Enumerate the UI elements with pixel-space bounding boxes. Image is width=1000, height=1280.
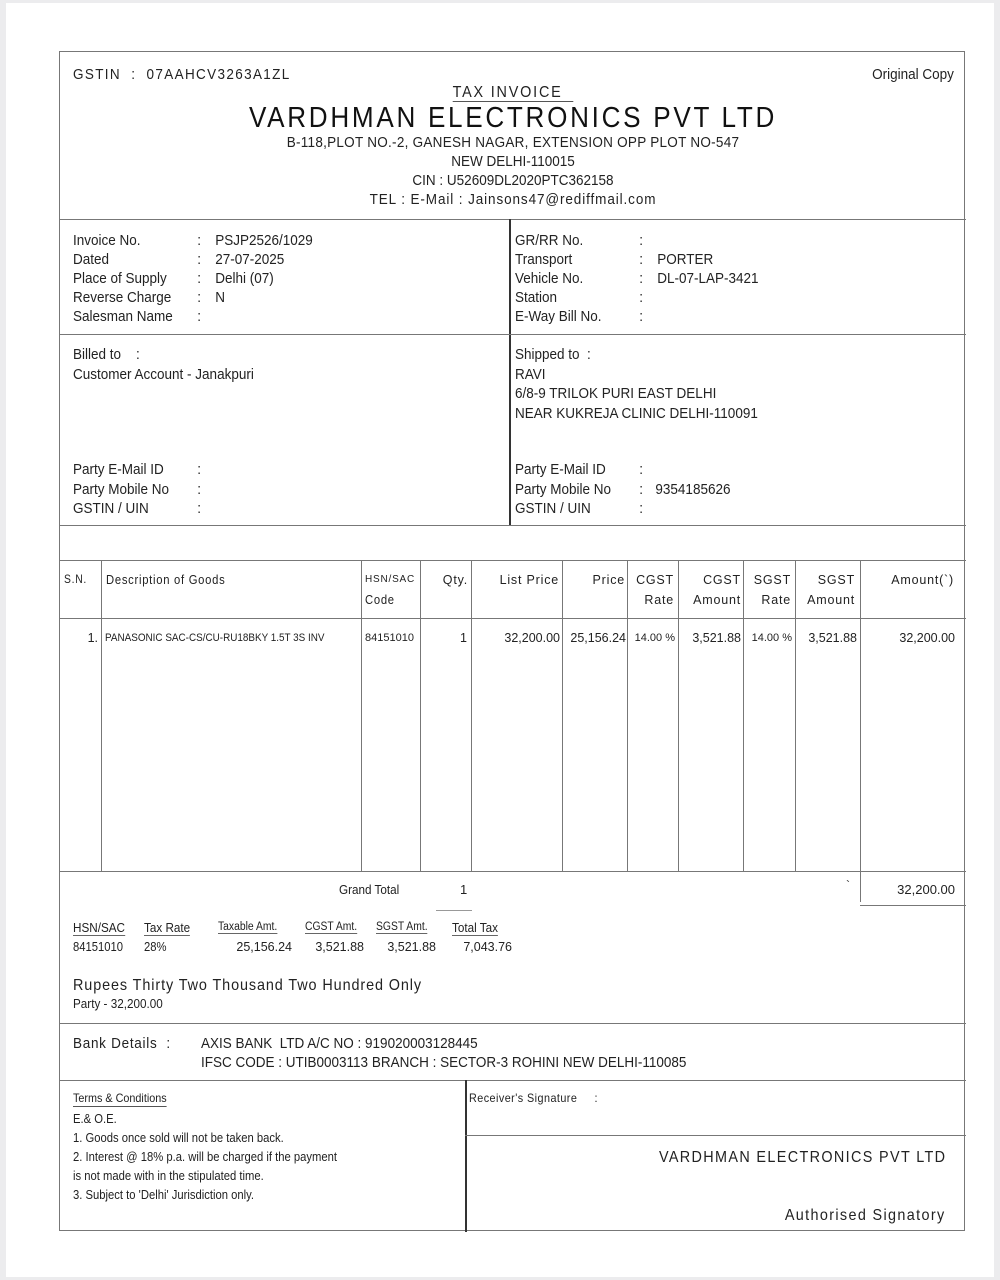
shipped-to-address1: 6/8-9 TRILOK PURI EAST DELHI — [515, 385, 717, 402]
col-description: Description of Goods — [106, 573, 226, 587]
eway-bill-row: E-Way Bill No. : — [515, 308, 643, 325]
shipped-to-mobile: 9354185626 — [655, 480, 731, 498]
divider — [60, 219, 966, 220]
invoice-number: PSJP2526/1029 — [215, 232, 313, 249]
shipped-to-contact: Party E-Mail ID : Party Mobile No : 9354185626 GSTIN / UIN : — [515, 461, 731, 517]
transport-details — [515, 231, 759, 326]
item-cgst-amount: 3,521.88 — [692, 631, 741, 645]
invoice-date: 27-07-2025 — [215, 251, 285, 268]
shipped-to-section — [515, 345, 758, 423]
billed-to-section — [73, 345, 254, 384]
billed-to-contact: Party E-Mail ID : Party Mobile No : GSTIN / UIN : — [73, 461, 201, 517]
grand-total-amount: 32,200.00 — [897, 882, 955, 897]
item-list-price: 32,200.00 — [504, 631, 560, 645]
currency-mark: ` — [846, 878, 850, 892]
total-qty: 1 — [460, 882, 468, 897]
reverse-charge-row: Reverse Charge : N — [73, 289, 225, 306]
col-list-price: List Price — [499, 573, 559, 587]
col-sgst-amount: SGST — [817, 573, 855, 587]
shipped-to-address2: NEAR KUKREJA CLINIC DELHI-110091 — [515, 404, 758, 422]
item-hsn: 84151010 — [365, 632, 414, 644]
company-address-line2: NEW DELHI-110015 — [451, 153, 575, 170]
gr-rr-row: GR/RR No. : — [515, 232, 643, 249]
billed-to-name: Customer Account - Janakpuri — [73, 365, 254, 383]
item-price: 25,156.24 — [570, 631, 626, 645]
salesman-row: Salesman Name : — [73, 308, 201, 325]
bank-account: AXIS BANK LTD A/C NO : 919020003128445 — [201, 1035, 478, 1052]
vehicle-number: DL-07-LAP-3421 — [657, 270, 759, 287]
vehicle-row: Vehicle No. : DL-07-LAP-3421 — [515, 270, 759, 287]
grand-total-label: Grand Total — [339, 882, 400, 897]
col-sn: S.N. — [64, 574, 88, 586]
company-name: VARDHMAN ELECTRONICS PVT LTD — [248, 102, 778, 134]
transport-row: Transport : PORTER — [515, 251, 714, 268]
divider — [509, 219, 511, 525]
item-qty: 1 — [460, 631, 467, 645]
invoice-date-row: Dated : 27-07-2025 — [73, 251, 285, 268]
company-address-line1: B-118,PLOT NO.-2, GANESH NAGAR, EXTENSION OPP PLOT NO-547 — [286, 134, 740, 151]
party-balance: Party - 32,200.00 — [73, 996, 163, 1011]
item-description: PANASONIC SAC-CS/CU-RU18BKY 1.5T 3S INV — [105, 632, 325, 644]
col-cgst-amount: CGST — [703, 573, 741, 587]
item-cgst-rate: 14.00 % — [634, 632, 675, 644]
station-row: Station : — [515, 289, 643, 306]
shipped-to-heading: Shipped to : — [515, 346, 591, 363]
col-amount: Amount(`) — [891, 573, 954, 587]
authorised-signatory: Authorised Signatory — [785, 1207, 946, 1224]
terms-conditions: Terms & Conditions E.& O.E. 1. Goods once sold will not be taken back. 2. Interest @ 18% p.a. will be charged if the payment is not made with in the stipulated time. 3. Subject to 'Delhi' Jurisdiction only. — [73, 1091, 338, 1202]
item-sgst-rate: 14.00 % — [751, 632, 792, 644]
billed-to-heading: Billed to : — [73, 346, 140, 363]
company-cin: CIN : U52609DL2020PTC362158 — [412, 172, 614, 189]
bank-details-label: Bank Details : — [73, 1035, 171, 1052]
invoice-details — [73, 231, 313, 326]
document-page — [6, 3, 994, 1277]
col-price: Price — [592, 573, 625, 587]
invoice-frame: GSTIN : 07AAHCV3263A1ZL Original Copy TAX INVOICE VARDHMAN ELECTRONICS PVT LTD B-118,PLOT NO.-2, GANESH NAGAR, EXTENSION OPP PLOT NO-547 NEW DELHI-110015 CIN : U52609DL2020PTC362158 TEL : E-Mail : Jainsons47@rediffmail.com Invoice No. : PSJP2526/1029 Dated : 27-07-2025 Place of Supply : Delhi (07) Reverse Charge : N Salesman Name : GR/RR No. : Transport : PORTER Vehicle No. : DL-07-LAP-3421 Station : E-Way Bill No. : Billed to : Customer Account - Janakpuri Party E-Mail ID : Party Mobile No : GSTIN / UIN : Shipped to : RAVI 6/8-9 TRILOK PURI EAST DELHI NEAR KUKREJA CLINIC DELHI-110091 Party E-Mail ID : Party Mobile No : 9354185626 GSTIN / UIN : S.N. Description of Goods HSN/SAC Code Qty. List Price Price CGST Rate CGST Amount SGST Rate SGST Amount Amount(`) 1. PANASONIC SAC-CS/CU-RU18BKY 1.5T 3S INV 84151010 1 32,200.00 25,156.24 14.00 % 3,521.88 14.00 % 3,521.88 32,200.00 Grand Total 1 ` 32,200.00 HSN/SAC Tax Rate Taxable Amt. CGST Amt. SGST Amt. Total Tax 84151010 28% 25,156.24 3,521.88 3,521.88 7,043.76 Rupees Thirty Two Thousand Two Hundred Only Party - 32,200.00 Bank Details : AXIS BANK LTD A/C NO : 919020003128445 IFSC CODE : UTIB0003113 BRANCH : SECTOR-3 ROHINI NEW DELHI-110085 Terms & Conditions E.& O.E. 1. Goods once sold will not be taken back. 2. Interest @ 18% p.a. will be charged if the payment is not made with in the stipulated time. 3. Subject to 'Delhi' Jurisdiction only. Receiver's Signature : VARDHMAN ELECTRONICS PVT LTD Authorised Signatory — [59, 51, 965, 1231]
receiver-signature-label: Receiver's Signature : — [469, 1091, 599, 1105]
amount-in-words: Rupees Thirty Two Thousand Two Hundred Only — [73, 977, 423, 994]
divider — [465, 1080, 467, 1232]
item-amount: 32,200.00 — [899, 631, 955, 645]
invoice-number-row: Invoice No. : PSJP2526/1029 — [73, 232, 313, 249]
seller-gstin: GSTIN : 07AAHCV3263A1ZL — [73, 66, 291, 83]
bank-ifsc: IFSC CODE : UTIB0003113 BRANCH : SECTOR-3 ROHINI NEW DELHI-110085 — [201, 1054, 687, 1071]
copy-label: Original Copy — [872, 66, 954, 83]
place-of-supply: Delhi (07) — [215, 270, 274, 287]
col-hsn: HSN/SAC — [365, 574, 416, 585]
col-qty: Qty. — [442, 573, 468, 587]
divider — [60, 1023, 966, 1024]
terms-title: Terms & Conditions — [73, 1091, 167, 1105]
divider — [60, 560, 966, 561]
col-cgst-rate: CGST — [636, 573, 674, 587]
company-contact: TEL : E-Mail : Jainsons47@rediffmail.com — [369, 191, 657, 208]
signatory-company: VARDHMAN ELECTRONICS PVT LTD — [658, 1149, 946, 1166]
reverse-charge: N — [215, 289, 225, 306]
divider — [60, 1080, 966, 1081]
transport-name: PORTER — [657, 251, 714, 268]
place-of-supply-row: Place of Supply : Delhi (07) — [73, 270, 274, 287]
divider — [465, 1135, 966, 1136]
shipped-to-name: RAVI — [515, 365, 546, 383]
col-sgst-rate: SGST — [753, 573, 791, 587]
divider — [60, 334, 966, 335]
document-title: TAX INVOICE — [105, 84, 920, 102]
item-sgst-amount: 3,521.88 — [808, 631, 857, 645]
divider — [60, 525, 966, 526]
